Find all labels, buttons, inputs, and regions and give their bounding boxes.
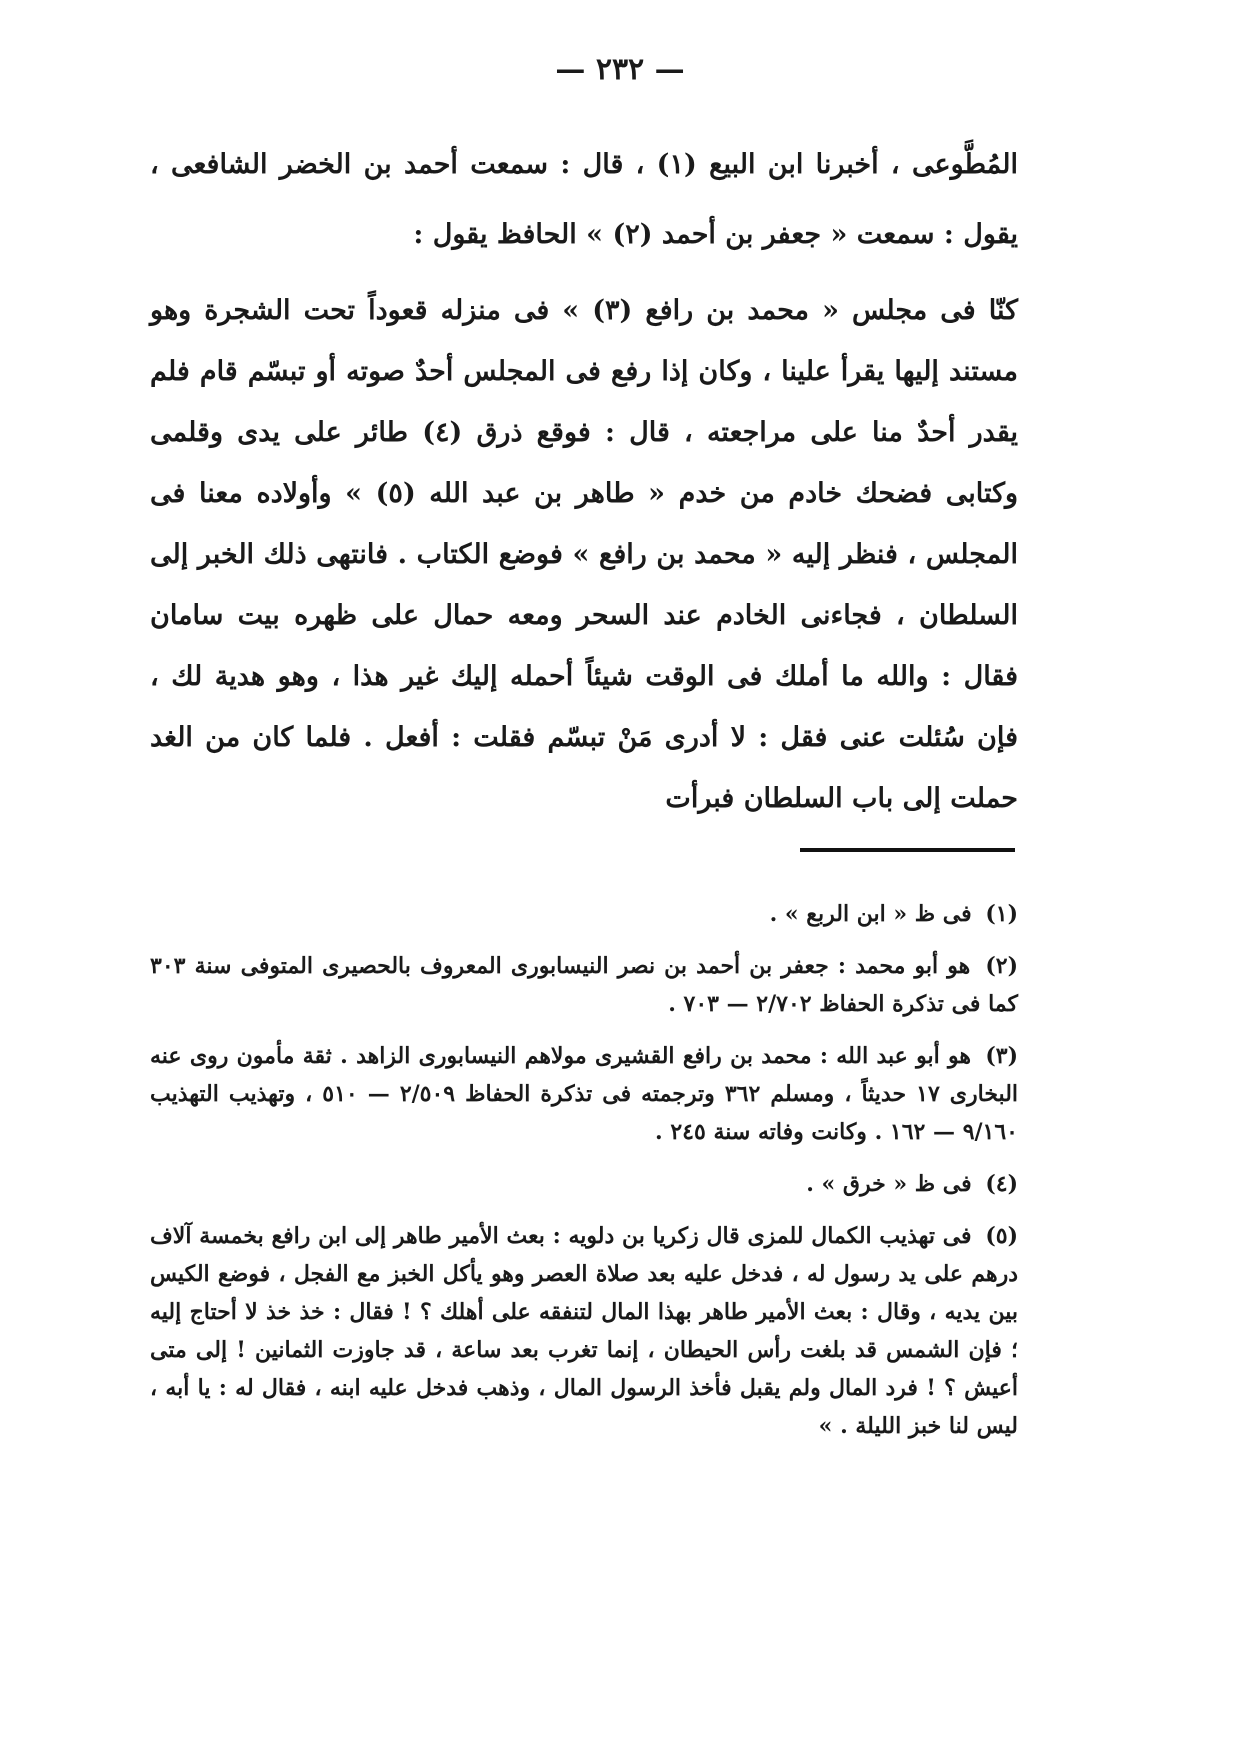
footnote-text: فى تهذيب الكمال للمزى قال زكريا بن دلويه : بعث الأمير طاهر إلى ابن رافع بخمسة آلاف درهم على يد رسول له ، فدخل عليه بعد صلاة العصر وهو يأكل الخبز مع الفجل ، فوضع الكيس بين يديه ، وقال : بعث الأمير طاهر بهذا المال لتنفقه على أهلك ؟ ! فقال : خذ خذ لا أحتاج إليه ؛ فإن الشمس قد بلغت رأس الحيطان ، إنما تغرب بعد ساعة ، قد جاوزت الثمانين ! إلى متى أعيش ؟ ! فرد المال ولم يقبل فأخذ الرسول المال ، وذهب فدخل عليه ابنه ، فقال له : يا أبه ، ليس لنا خبز الليلة . »	[150, 1223, 1018, 1439]
page-number: — ٢٣٢ —	[555, 52, 685, 87]
footnote-text: فى ظ « خرق » .	[806, 1171, 972, 1197]
footnote-number: (٥)	[985, 1223, 1018, 1249]
footnote-number: (٤)	[985, 1171, 1018, 1197]
footnote-separator	[800, 848, 1015, 852]
intro-paragraph	[150, 130, 1018, 270]
footnote-3	[150, 1037, 1018, 1151]
footnote-number: (٣)	[985, 1043, 1019, 1069]
footnote-2	[150, 947, 1018, 1023]
footnote-5	[150, 1217, 1018, 1445]
footnote-number: (١)	[985, 901, 1018, 927]
main-text: كنّا فى مجلس « محمد بن رافع (٣) » فى منزله قعوداً تحت الشجرة وهو مستند إليها يقرأ علينا ، وكان إذا رفع فى المجلس أحدٌ صوته أو تبسّم قام فلم يقدر أحدٌ منا على مراجعته ، قال : فوقع ذرق (٤) طائر على يدى وقلمى وكتابى فضحك خادم من خدم « طاهر بن عبد الله (٥) » وأولاده معنا فى المجلس ، فنظر إليه « محمد بن رافع » فوضع الكتاب . فانتهى ذلك الخبر إلى السلطان ، فجاءنى الخادم عند السحر ومعه حمال على ظهره بيت سامان فقال : والله ما أملك فى الوقت شيئاً أحمله إليك غير هذا ، وهو هدية لك ، فإن سُئلت عنى فقل : لا أدرى مَنْ تبسّم فقلت : أفعل . فلما كان من الغد حملت إلى باب السلطان فبرأت	[150, 295, 1019, 814]
footnote-number: (٢)	[985, 953, 1018, 979]
footnote-text: هو أبو محمد : جعفر بن أحمد بن نصر النيسابورى المعروف بالحصيرى المتوفى سنة ٣٠٣ كما فى تذكرة الحفاظ ٢/٧٠٢ — ٧٠٣ .	[150, 953, 1018, 1017]
footnote-1	[150, 895, 1018, 933]
footnotes-section	[150, 895, 1018, 1459]
footnote-text: فى ظ « ابن الربع » .	[769, 901, 972, 927]
footnote-4	[150, 1165, 1018, 1203]
main-paragraph	[150, 280, 1018, 829]
intro-text: المُطَّوعى ، أخبرنا ابن البيع (١) ، قال : سمعت أحمد بن الخضر الشافعى ، يقول : سمعت « جعفر بن أحمد (٢) » الحافظ يقول :	[150, 149, 1019, 250]
footnote-text: هو أبو عبد الله : محمد بن رافع القشيرى مولاهم النيسابورى الزاهد . ثقة مأمون روى عنه البخارى ١٧ حديثاً ، ومسلم ٣٦٢ وترجمته فى تذكرة الحفاظ ٢/٥٠٩ — ٥١٠ ، وتهذيب التهذيب ٩/١٦٠ — ١٦٢ . وكانت وفاته سنة ٢٤٥ .	[150, 1043, 1019, 1145]
